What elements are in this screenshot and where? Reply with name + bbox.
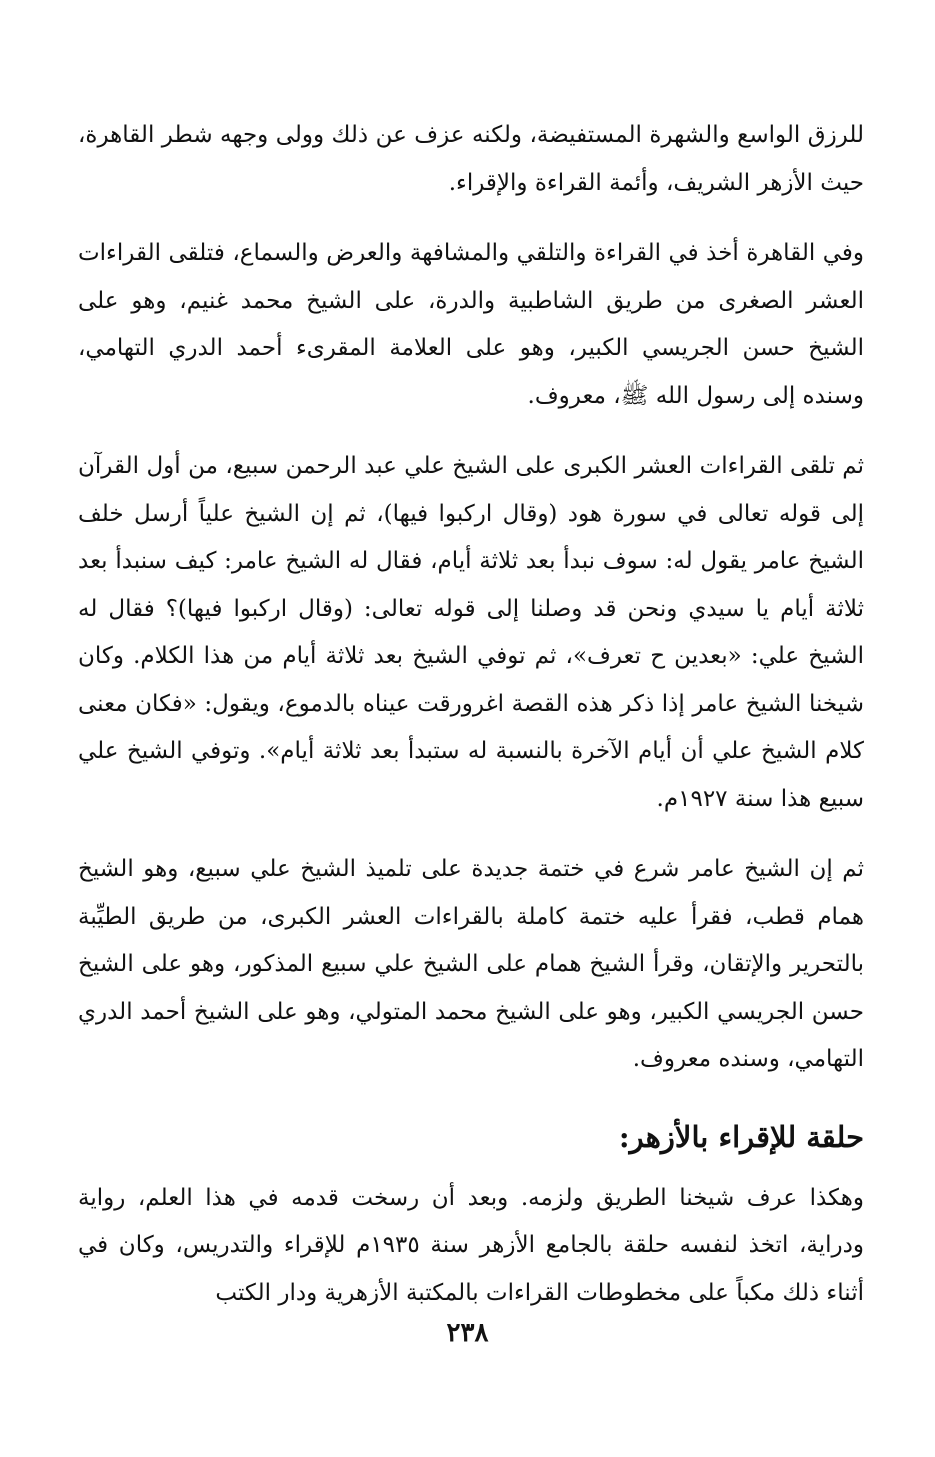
page-body — [78, 112, 864, 1317]
paragraph-2: وفي القاهرة أخذ في القراءة والتلقي والمشافهة والعرض والسماع، فتلقى القراءات العشر الصغرى من طريق الشاطبية والدرة، على الشيخ محمد غنيم، وهو على الشيخ حسن الجريسي الكبير، وهو على العلامة المقرىء أحمد الدري التهامي، وسنده إلى رسول الله ﷺ، معروف. — [78, 240, 864, 409]
paragraph-3: ثم تلقى القراءات العشر الكبرى على الشيخ علي عبد الرحمن سبيع، من أول القرآن إلى قوله تعالى في سورة هود (وقال اركبوا فيها)، ثم إن الشيخ علياً أرسل خلف الشيخ عامر يقول له: سوف نبدأ بعد ثلاثة أيام، فقال له الشيخ عامر: كيف سنبدأ بعد ثلاثة أيام يا سيدي ونحن قد وصلنا إلى قوله تعالى: (وقال اركبوا فيها)؟ فقال له الشيخ علي: «بعدين ح تعرف»، ثم توفي الشيخ بعد ثلاثة أيام من هذا الكلام. وكان شيخنا الشيخ عامر إذا ذكر هذه القصة اغرورقت عيناه بالدموع، ويقول: «فكان معنى كلام الشيخ علي أن أيام الآخرة بالنسبة له ستبدأ بعد ثلاثة أيام». وتوفي الشيخ علي سبيع هذا سنة ١٩٢٧م. — [78, 453, 864, 812]
section-paragraph: وهكذا عرف شيخنا الطريق ولزمه. وبعد أن رسخت قدمه في هذا العلم، رواية ودراية، اتخذ لنفسه حلقة بالجامع الأزهر سنة ١٩٣٥م للإقراء والتدريس، وكان في أثناء ذلك مكباً على مخطوطات القراءات بالمكتبة الأزهرية ودار الكتب — [78, 1184, 864, 1306]
heading-gap — [78, 1167, 864, 1175]
paragraph-gap — [78, 823, 864, 846]
paragraph-gap — [78, 1084, 864, 1107]
paragraph-1: للرزق الواسع والشهرة المستفيضة، ولكنه عزف عن ذلك وولى وجهه شطر القاهرة، حيث الأزهر الشريف، وأئمة القراءة والإقراء. — [78, 122, 864, 196]
paragraph-gap — [78, 420, 864, 443]
paragraph-4: ثم إن الشيخ عامر شرع في ختمة جديدة على تلميذ الشيخ علي سبيع، وهو الشيخ همام قطب، فقرأ عليه ختمة كاملة بالقراءات العشر الكبرى، من طريق الطيِّبة بالتحرير والإتقان، وقرأ الشيخ همام على الشيخ علي سبيع المذكور، وهو على الشيخ حسن الجريسي الكبير، وهو على الشيخ محمد المتولي، وهو على الشيخ أحمد الدري التهامي، وسنده معروف. — [78, 856, 864, 1072]
paragraph-gap — [78, 207, 864, 230]
page-number: ٢٣٨ — [446, 1318, 489, 1348]
section-heading: حلقة للإقراء بالأزهر: — [618, 1119, 864, 1154]
